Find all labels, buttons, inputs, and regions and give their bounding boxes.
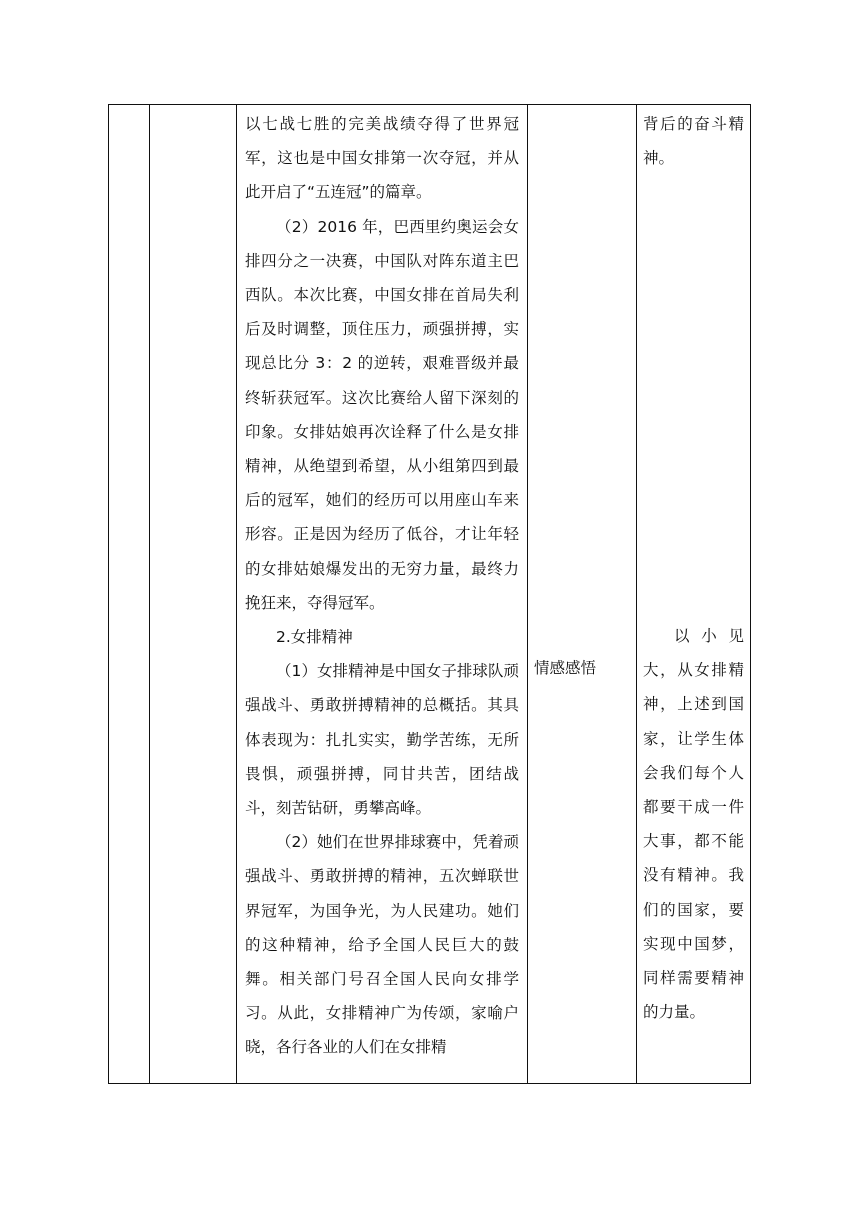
empty-cell-1	[109, 105, 150, 1084]
paragraph-continuation: 以七战七胜的完美战绩夺得了世界冠军，这也是中国女排第一次夺冠，并从此开启了“五连冠”的篇章。	[245, 115, 519, 202]
paragraph-spirit-definition: （1）女排精神是中国女子排球队顽强战斗、勇敢拼搏精神的总概括。其具体表现为：扎扎实实，勤学苦练，无所畏惧，顽强拼搏，同甘共苦，团结战斗，刻苦钻研，勇攀高峰。	[245, 662, 519, 818]
empty-cell-2	[150, 105, 237, 1084]
content-cell	[237, 105, 528, 1084]
lesson-table	[108, 104, 751, 1084]
intent-top-text: 背后的奋斗精神。	[643, 115, 744, 168]
intent-bottom-text: 以小见大，从女排精神，上述到国家，让学生体会我们每个人都要干成一件大事，都不能没有精神。我们的国家，要实现中国梦，同样需要精神的力量。	[643, 627, 744, 1022]
table-row	[109, 105, 751, 1084]
paragraph-spirit-influence: （2）她们在世界排球赛中，凭着顽强战斗、勇敢拼搏的精神，五次蝉联世界冠军，为国争光，为人民建功。她们的这种精神，给予全国人民巨大的鼓舞。相关部门号召全国人民向女排学习。从此，女排精神广为传颂，家喻户晓，各行各业的人们在女排精	[245, 833, 519, 1057]
activity-type-cell	[528, 105, 637, 1084]
paragraph-rio-2016: （2）2016 年，巴西里约奥运会女排四分之一决赛，中国队对阵东道主巴西队。本次比赛，中国女排在首局失利后及时调整，顶住压力，顽强拼搏，实现总比分 3：2 的逆转，艰难晋级并最终斩获冠军。这次比赛给人留下深刻的印象。女排姑娘再次诠释了什么是女排精神，从绝望到希望，从小组第四到最后的冠军，她们的经历可以用座山车来形容。正是因为经历了低谷，才让年轻的女排姑娘爆发出的无穷力量，最终力挽狂来，夺得冠军。	[245, 217, 519, 612]
activity-type-label: 情感感悟	[534, 659, 597, 677]
design-intent-cell	[637, 105, 751, 1084]
section-heading: 2.女排精神	[276, 628, 353, 647]
